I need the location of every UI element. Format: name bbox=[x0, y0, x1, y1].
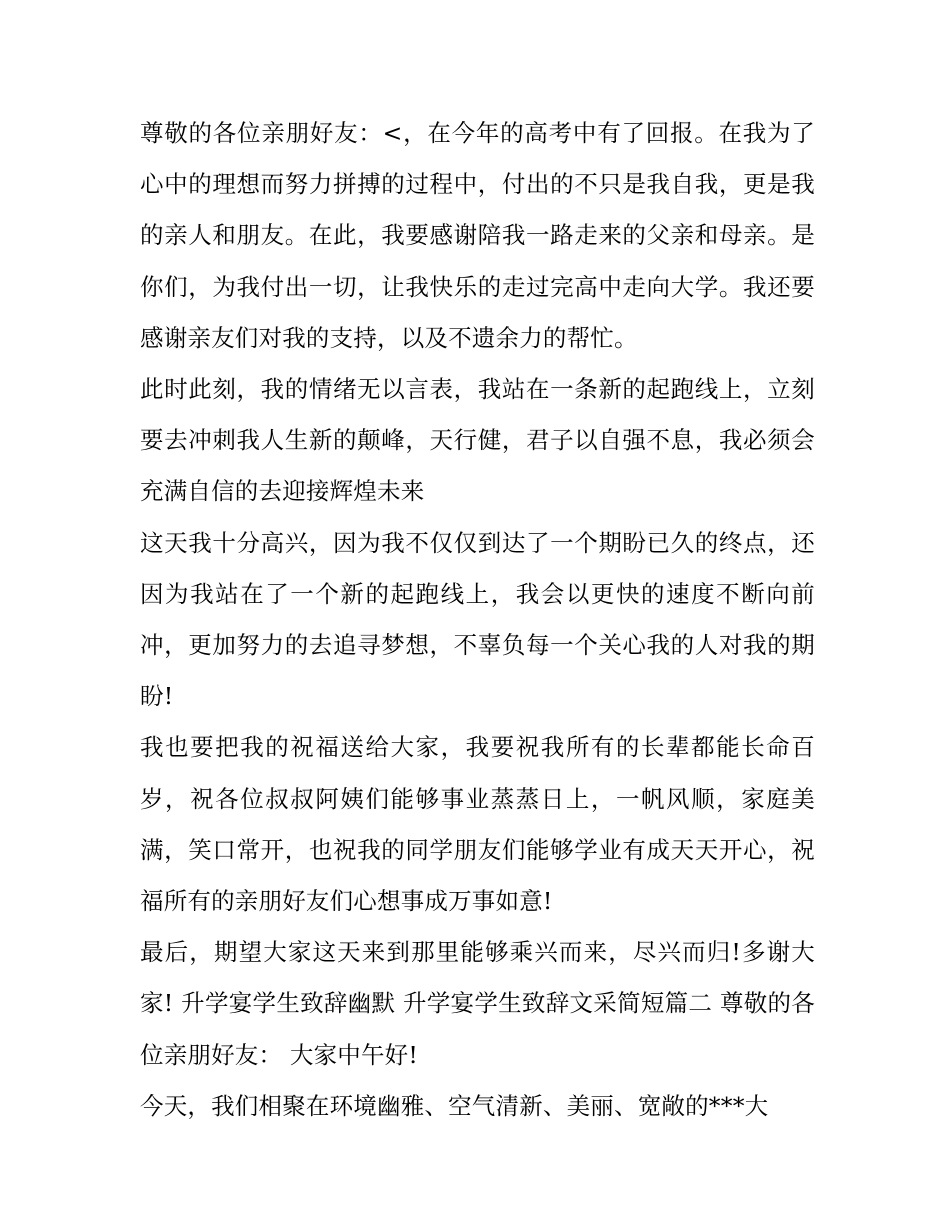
paragraph-closing: 最后，期望大家这天来到那里能够乘兴而来，尽兴而归!多谢大家! 升学宴学生致辞幽默 升学宴学生致辞文采简短篇二 尊敬的各位亲朋好友： 大家中午好! bbox=[140, 938, 815, 1069]
document-body bbox=[140, 108, 815, 1132]
paragraph-blessings: 我也要把我的祝福送给大家，我要祝我所有的长辈都能长命百岁，祝各位叔叔阿姨们能够事业蒸蒸日上，一帆风顺，家庭美满，笑口常开，也祝我的同学朋友们能够学业有成天天开心，祝福所有的亲朋好友们心想事成万事如意! bbox=[140, 733, 815, 916]
paragraph-happy-today: 这天我十分高兴，因为我不仅仅到达了一个期盼已久的终点，还因为我站在了一个新的起跑线上，我会以更快的速度不断向前冲，更加努力的去追寻梦想，不辜负每一个关心我的人对我的期盼! bbox=[140, 528, 815, 711]
paragraph-new-starting-line: 此时此刻，我的情绪无以言表，我站在一条新的起跑线上，立刻要去冲刺我人生新的颠峰，天行健，君子以自强不息，我必须会充满自信的去迎接辉煌未来 bbox=[140, 375, 815, 506]
paragraph-gathering: 今天，我们相聚在环境幽雅、空气清新、美丽、宽敞的***大 bbox=[140, 1091, 769, 1120]
paragraph-thanks-family: 尊敬的各位亲朋好友：<，在今年的高考中有了回报。在我为了心中的理想而努力拼搏的过程中，付出的不只是我自我，更是我的亲人和朋友。在此，我要感谢陪我一路走来的父亲和母亲。是你们，为我付出一切，让我快乐的走过完高中走向大学。我还要感谢亲友们对我的支持，以及不遗余力的帮忙。 bbox=[140, 119, 815, 352]
